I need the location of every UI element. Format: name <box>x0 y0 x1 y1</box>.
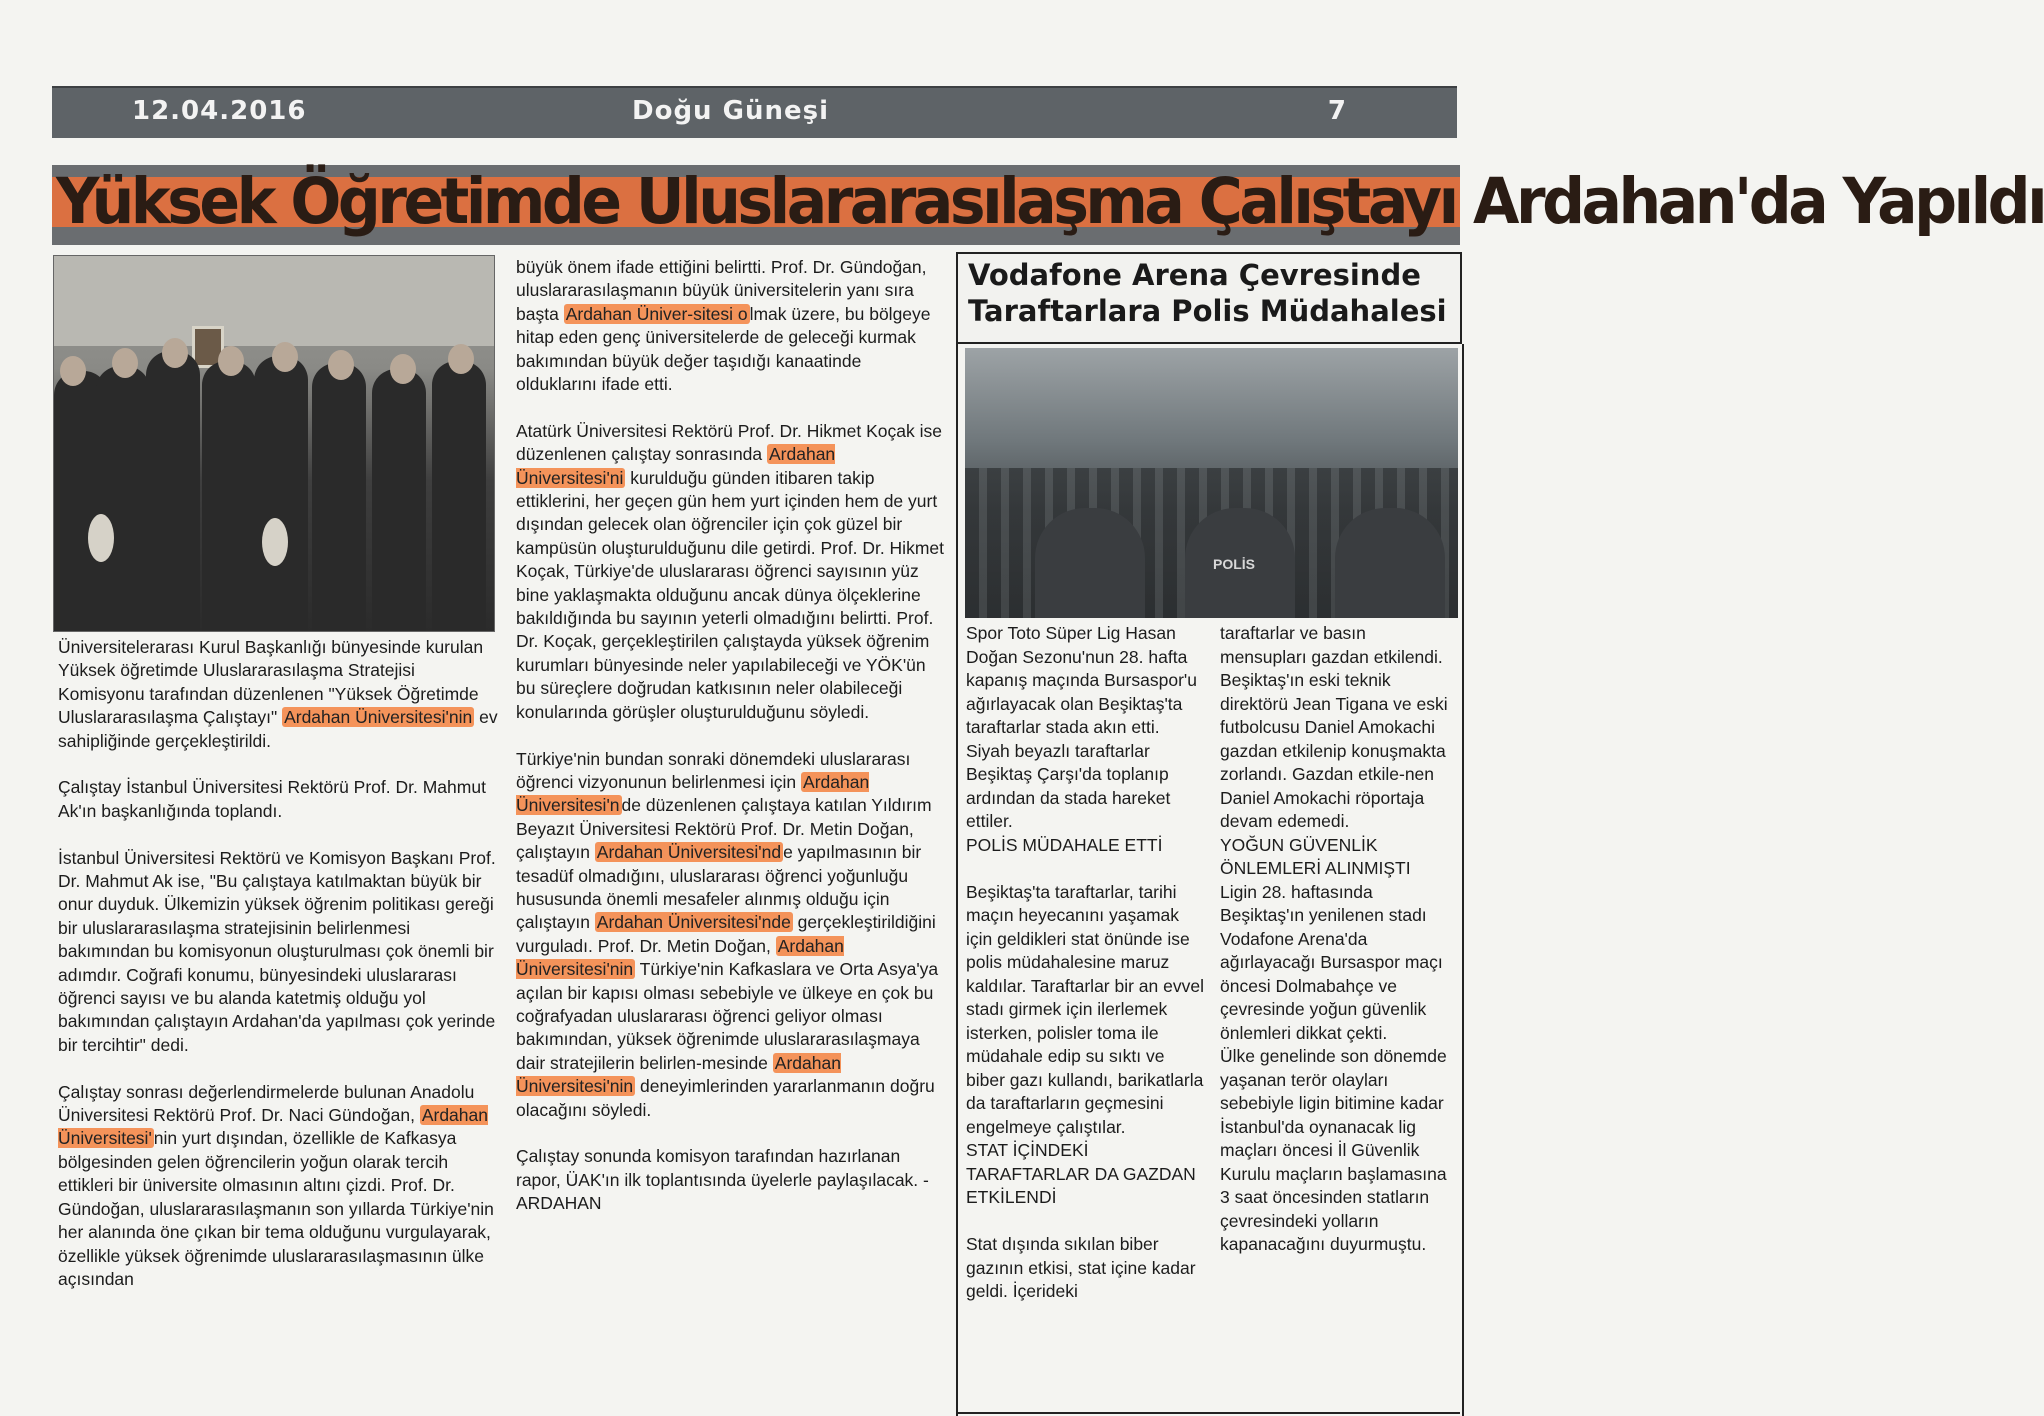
paragraph-text: Çalıştay sonrası değerlendirmelerde bulunan Anadolu Üniversitesi Rektörü Prof. Dr. Naci Gündoğan, <box>58 1081 475 1126</box>
article-paragraph <box>58 1081 498 1292</box>
highlighted-text: Ardahan Üniversitesi' <box>58 1105 488 1149</box>
page-header-bar <box>52 86 1457 138</box>
article-paragraph <box>516 748 946 1123</box>
paragraph-text: Türkiye'nin Kafkaslara ve Orta Asya'ya açılan bir kapısı olması sebebiyle ve ülkeye en çok bu coğrafyadan uluslararası öğrenci geliyor olması bakımından, yüksek öğrenimde uluslararasılaşmaya dair stratejilerin belirlen-mesinde <box>516 959 939 1073</box>
sidebar-paragraph: Beşiktaş'ın eski teknik direktörü Jean Tigana ve eski futbolcusu Daniel Amokachi gazdan etkilenip konuşmakta zorlandı. Gazdan etkile-nen Daniel Amokachi röportaja devam edemedi. <box>1220 670 1448 831</box>
spacer <box>966 1210 1206 1234</box>
main-headline-banner <box>52 165 2044 245</box>
police-officer <box>1035 508 1145 618</box>
photo-head <box>272 342 298 372</box>
photo-head <box>390 354 416 384</box>
sidebar-column-1 <box>966 622 1206 1304</box>
paragraph-text: kurulduğu günden itibaren takip ettiklerini, her geçen gün hem yurt içinden hem de yurt dışından gelecek olan öğrenciler için çok güzel bir kampüsün oluşturulduğunu dile getirdi. Prof. Dr. Hikmet Koçak, Türkiye'de uluslararası öğrenci sayısının yüz bine yaklaşmakta olduğunu ancak dünya ölçeklerine bakıldığında bu sayının yeterli olmadığını belirtti. Prof. Dr. Koçak, gerçekleştirilen çalıştayda yüksek öğrenim kurumları bünyesinde neler yapılabileceği ve YÖK'ün bu süreçlere doğrudan katkısının neler olabileceği konularında görüşler oluşturulduğunu söyledi. <box>516 467 944 722</box>
photo-person <box>254 356 308 631</box>
sidebar-bottom-border <box>956 1412 1460 1414</box>
ceremony-group-photo <box>53 255 495 632</box>
sidebar-paragraph: taraftarlar ve basın mensupları gazdan etkilendi. <box>1220 623 1443 667</box>
photo-person <box>372 369 426 631</box>
sidebar-paragraph: Ülke genelinde son dönemde yaşanan terör olayları sebebiyle ligin bitimine kadar İstanbul'da oynanacak lig maçları öncesi İl Güvenlik Kurulu maçların başlamasına 3 saat öncesinden statların çevresindeki yolların kapanacağını duyurmuştu. <box>1220 1046 1447 1254</box>
photo-wall <box>54 256 494 346</box>
sidebar-title-box <box>956 252 1462 344</box>
article-column-1 <box>58 636 498 1315</box>
paragraph-text: nin yurt dışından, özellikle de Kafkasya bölgesinden gelen öğrencilerin yoğun olarak tercih ettikleri bir üniversite olmasının altını çizdi. Prof. Dr. Gündoğan, uluslararasılaşmanın son yıllarda Türkiye'nin her alanında öne çıkan bir tema olduğunu vurgulayarak, özellikle yüksek öğrenimde uluslararasılaşmasının ülke açısından <box>58 1128 494 1289</box>
paragraph-text: Atatürk Üniversitesi Rektörü Prof. Dr. Hikmet Koçak ise düzenlenen çalıştay sonrasında <box>516 420 942 465</box>
saz-instrument <box>262 518 288 566</box>
article-paragraph: İstanbul Üniversitesi Rektörü ve Komisyon Başkanı Prof. Dr. Mahmut Ak ise, "Bu çalıştaya katılmaktan büyük bir onur duyduk. Ülkemizin yüksek öğrenim politikası gereği bir uluslararasılaşma stratejisinin belirlenmesi bakımından bu komisyonun oluşturulması çok önemli bir adımdır. Coğrafi konumu, bünyesindeki uluslararası öğrenci sayısı ve bu alanda katetmiş olduğu yol bakımından çalıştayın Ardahan'da yapılması çok yerinde bir tercihtir" dedi. <box>58 847 496 1055</box>
paragraph-text: gerçekleştirildiğini vurguladı. Prof. Dr. Metin Doğan, <box>516 912 936 956</box>
sidebar-paragraph: Beşiktaş'ta taraftarlar, tarihi maçın heyecanını yaşamak için geldikleri stat önünde ise polis müdahalesine maruz kaldılar. Taraftarlar bir an evvel stadı girmek için ilerlemek isterken, polisler toma ile müdahale edip su sıktı ve biber gazı kullandı, barikatlarla da taraftarların geçmesini engelmeye çalıştılar. <box>966 881 1204 1137</box>
highlighted-text: Ardahan Üniversitesi'nin <box>516 1052 841 1097</box>
paragraph-text: lmak üzere, bu bölgeye hitap eden genç üniversitelerde de geleceği kurmak bakımından büyük değer taşıdığı kanaatinde olduklarını ifade etti. <box>516 303 931 395</box>
saz-instrument <box>88 514 114 562</box>
header-newspaper-name: Doğu Güneşi <box>632 96 829 126</box>
sidebar-subheading: POLİS MÜDAHALE ETTİ <box>966 834 1163 855</box>
sidebar-title-line-1: Vodafone Arena Çevresinde <box>968 258 1421 292</box>
article-paragraph: Çalıştay sonunda komisyon tarafından hazırlanan rapor, ÜAK'ın ilk toplantısında üyelerle paylaşılacak. - ARDAHAN <box>516 1146 929 1214</box>
paragraph-text: de düzenlenen çalıştaya katılan Yıldırım Beyazıt Üniversitesi Rektörü Prof. Dr. Metin Doğan, çalıştayın <box>516 795 932 863</box>
photo-head <box>112 348 138 378</box>
paragraph-text: Üniversitelerarası Kurul Başkanlığı bünyesinde kurulan Yüksek öğretimde Uluslararasılaşma Stratejisi Komisyonu tarafından düzenlenen "Yüksek Öğretimde Uluslararasılaşma Çalıştayı" <box>58 637 484 728</box>
sidebar-paragraph: Stat dışında sıkılan biber gazının etkisi, stat içine kadar geldi. İçerideki <box>966 1234 1196 1301</box>
header-date: 12.04.2016 <box>132 96 307 126</box>
header-page-number: 7 <box>1327 96 1347 126</box>
paragraph-text: e yapılmasının bir tesadüf olmadığını, uluslararası öğrenci yoğunluğu hususunda önemli mesafeler alınmış olduğu için çalıştayın <box>516 842 922 933</box>
highlighted-text: Ardahan Üniversitesi'nde <box>596 912 791 933</box>
highlighted-text: Ardahan Üniver-sitesi o <box>565 303 748 324</box>
sidebar-subheading: YOĞUN GÜVENLİK ÖNLEMLERİ ALINMIŞTI <box>1220 834 1411 878</box>
sidebar-column-2 <box>1220 622 1452 1257</box>
article-paragraph: Çalıştay İstanbul Üniversitesi Rektörü Prof. Dr. Mahmut Ak'ın başkanlığında toplandı. <box>58 777 486 821</box>
stadium-police-photo <box>965 348 1458 618</box>
paragraph-text: Türkiye'nin bundan sonraki dönemdeki uluslararası öğrenci vizyonunun belirlenmesi için <box>516 748 911 792</box>
sidebar-title-line-2: Taraftarlara Polis Müdahalesi <box>968 294 1447 328</box>
sidebar-paragraph: Spor Toto Süper Lig Hasan Doğan Sezonu'nun 28. hafta kapanış maçında Bursaspor'u ağırlayacak olan Beşiktaş'ta taraftarlar stada akın etti. Siyah beyazlı taraftarlar Beşiktaş Çarşı'da toplanıp ardından da stada hareket ettiler. <box>966 623 1197 831</box>
paragraph-text: büyük önem ifade ettiğini belirtti. Prof. Dr. Gündoğan, uluslararasılaşmanın büyük üniversitelerin yanı sıra başta <box>516 257 927 324</box>
photo-head <box>448 344 474 374</box>
photo-person <box>312 363 366 631</box>
article-column-2 <box>516 256 946 1239</box>
highlighted-text: Ardahan Üniversitesi'nin <box>284 707 473 728</box>
highlighted-text: Ardahan Üniversitesi'ni <box>516 444 836 488</box>
photo-person <box>202 361 256 631</box>
article-paragraph <box>516 420 946 724</box>
main-headline: Yüksek Öğretimde Uluslararasılaşma Çalıştayı Ardahan'da Yapıldı <box>56 165 2044 239</box>
article-paragraph <box>58 636 498 753</box>
highlighted-text: Ardahan Üniversitesi'n <box>516 771 870 816</box>
photo-person <box>432 361 486 631</box>
sidebar-subheading: STAT İÇİNDEKİ TARAFTARLAR DA GAZDAN ETKİLENDİ <box>966 1140 1196 1207</box>
photo-person <box>96 366 150 631</box>
highlighted-text: Ardahan Üniversitesi'nin <box>516 935 844 980</box>
photo-person <box>146 351 200 631</box>
photo-head <box>162 338 188 368</box>
photo-head <box>328 350 354 380</box>
sidebar-paragraph: Ligin 28. haftasında Beşiktaş'ın yenilenen stadı Vodafone Arena'da ağırlayacağı Bursaspor maçı öncesi Dolmabahçe ve çevresinde yoğun güvenlik önlemleri dikkat çekti. <box>1220 881 1443 1043</box>
spacer <box>966 857 1206 881</box>
article-paragraph <box>516 256 946 396</box>
highlighted-text: Ardahan Üniversitesi'nd <box>596 842 782 863</box>
photo-head <box>218 346 244 376</box>
paragraph-text: ev sahipliğinde gerçekleştirildi. <box>58 707 498 751</box>
police-vest-label: POLİS <box>1213 556 1256 572</box>
police-officer <box>1335 508 1445 618</box>
paragraph-text: deneyimlerinden yararlanmanın doğru olacağını söyledi. <box>516 1076 935 1120</box>
photo-head <box>60 356 86 386</box>
